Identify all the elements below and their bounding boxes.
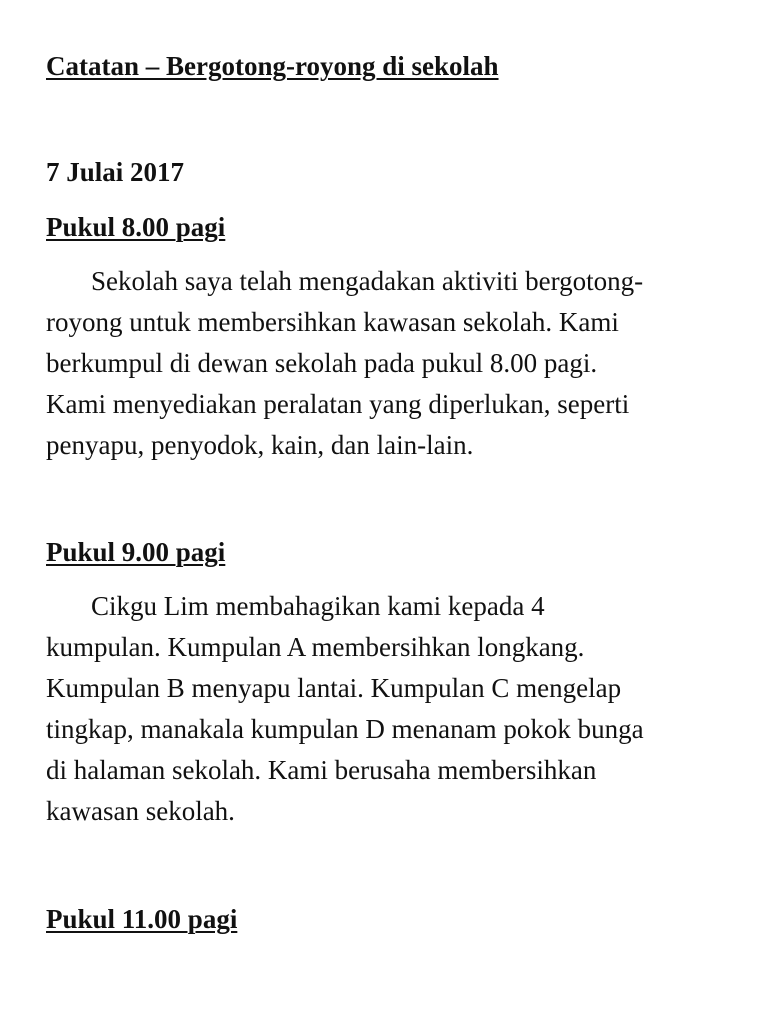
paragraph-line: kawasan sekolah. [46, 796, 235, 826]
paragraph-line: Kami menyediakan peralatan yang diperlukan, seperti [46, 389, 630, 419]
paragraph-line: tingkap, manakala kumpulan D menanam pokok bunga [46, 714, 644, 744]
section-paragraph [46, 261, 726, 466]
document-date: 7 Julai 2017 [46, 157, 185, 187]
document-title: Catatan – Bergotong-royong di sekolah [46, 51, 499, 81]
paragraph-line: penyapu, penyodok, kain, dan lain-lain. [46, 430, 474, 460]
paragraph-line: berkumpul di dewan sekolah pada pukul 8.00 pagi. [46, 348, 598, 378]
paragraph-line: Sekolah saya telah mengadakan aktiviti bergotong- [91, 266, 644, 296]
section-paragraph [46, 586, 726, 832]
paragraph-line: Cikgu Lim membahagikan kami kepada 4 [91, 591, 545, 621]
paragraph-line: di halaman sekolah. Kami berusaha membersihkan [46, 755, 597, 785]
section-time-heading: Pukul 11.00 pagi [46, 904, 238, 934]
paragraph-line: kumpulan. Kumpulan A membersihkan longkang. [46, 632, 585, 662]
section-time-heading: Pukul 9.00 pagi [46, 537, 226, 567]
paragraph-line: Kumpulan B menyapu lantai. Kumpulan C mengelap [46, 673, 622, 703]
paragraph-line: royong untuk membersihkan kawasan sekolah. Kami [46, 307, 619, 337]
section-time-heading: Pukul 8.00 pagi [46, 212, 226, 242]
